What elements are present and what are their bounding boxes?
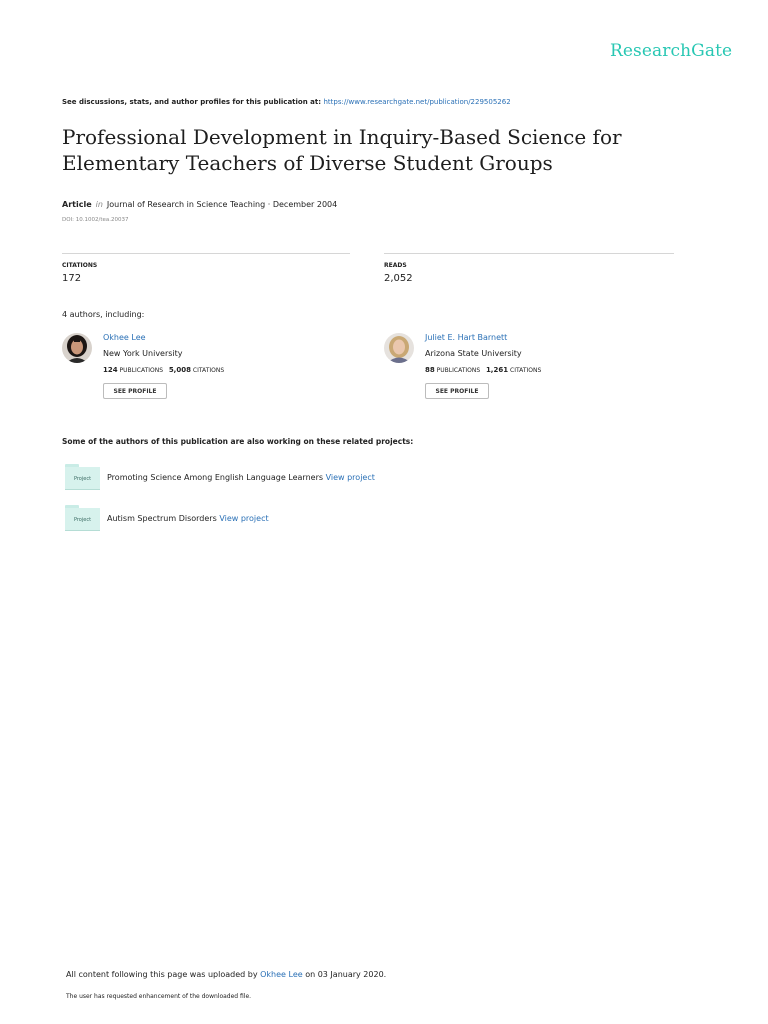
view-project-link[interactable]: View project — [219, 514, 269, 523]
author-avatar-juliet-hart-barnett[interactable] — [384, 333, 414, 363]
upload-suffix: on 03 January 2020. — [305, 970, 387, 979]
doi-text: DOI: 10.1002/tea.20037 — [62, 217, 129, 223]
author-institution: New York University — [103, 349, 183, 358]
in-word: in — [95, 200, 103, 209]
project-folder-icon[interactable] — [65, 464, 100, 490]
author-citations-count: 5,008 — [168, 366, 191, 374]
project-title: Promoting Science Among English Language Learners — [107, 473, 324, 482]
publications-label: PUBLICATIONS — [119, 367, 164, 374]
citations-divider — [62, 253, 350, 254]
journal-name: Journal of Research in Science Teaching · December 2004 — [106, 200, 338, 209]
publications-count: 88 — [425, 366, 435, 374]
article-meta — [62, 200, 337, 209]
see-discussions-line — [62, 98, 511, 106]
see-profile-button[interactable]: SEE PROFILE — [103, 383, 167, 399]
publications-count: 124 — [103, 366, 118, 374]
reads-value: 2,052 — [384, 273, 413, 284]
enhancement-note: The user has requested enhancement of the downloaded file. — [66, 993, 252, 1000]
author-institution: Arizona State University — [425, 349, 522, 358]
paper-title: Professional Development in Inquiry-Based Science for Elementary Teachers of Diverse Student Groups — [62, 125, 622, 175]
researchgate-logo[interactable]: ResearchGate — [610, 41, 733, 61]
folder-label: Project — [65, 467, 100, 490]
author-name-link[interactable]: Okhee Lee — [103, 333, 146, 342]
article-type: Article — [62, 200, 92, 209]
uploader-link[interactable]: Okhee Lee — [260, 970, 303, 979]
see-discussions-text: See discussions, stats, and author profiles for this publication at: — [62, 98, 322, 106]
author-citations-count: 1,261 — [485, 366, 509, 374]
author-name-link[interactable]: Juliet E. Hart Barnett — [425, 333, 508, 342]
folder-label: Project — [65, 508, 100, 531]
authors-heading: 4 authors, including: — [62, 310, 145, 319]
project-folder-icon[interactable] — [65, 505, 100, 531]
view-project-link[interactable]: View project — [325, 473, 375, 482]
reads-divider — [384, 253, 674, 254]
project-item — [107, 473, 375, 482]
reads-label: READS — [384, 262, 407, 269]
see-profile-button[interactable]: SEE PROFILE — [425, 383, 489, 399]
author-citations-label: CITATIONS — [192, 367, 225, 374]
author-citations-label: CITATIONS — [510, 367, 542, 374]
upload-note — [66, 970, 386, 979]
citations-label: CITATIONS — [62, 262, 98, 269]
author-stats — [425, 366, 541, 374]
author-avatar-okhee-lee[interactable] — [62, 333, 92, 363]
related-projects-heading: Some of the authors of this publication are also working on these related projects: — [62, 437, 414, 446]
publication-url-link[interactable]: https://www.researchgate.net/publication/229505262 — [323, 98, 511, 106]
citations-value: 172 — [62, 273, 82, 284]
publications-label: PUBLICATIONS — [436, 367, 481, 374]
author-stats — [103, 366, 224, 374]
project-title: Autism Spectrum Disorders — [107, 514, 217, 523]
project-item — [107, 514, 269, 523]
upload-prefix: All content following this page was uploaded by — [66, 970, 258, 979]
